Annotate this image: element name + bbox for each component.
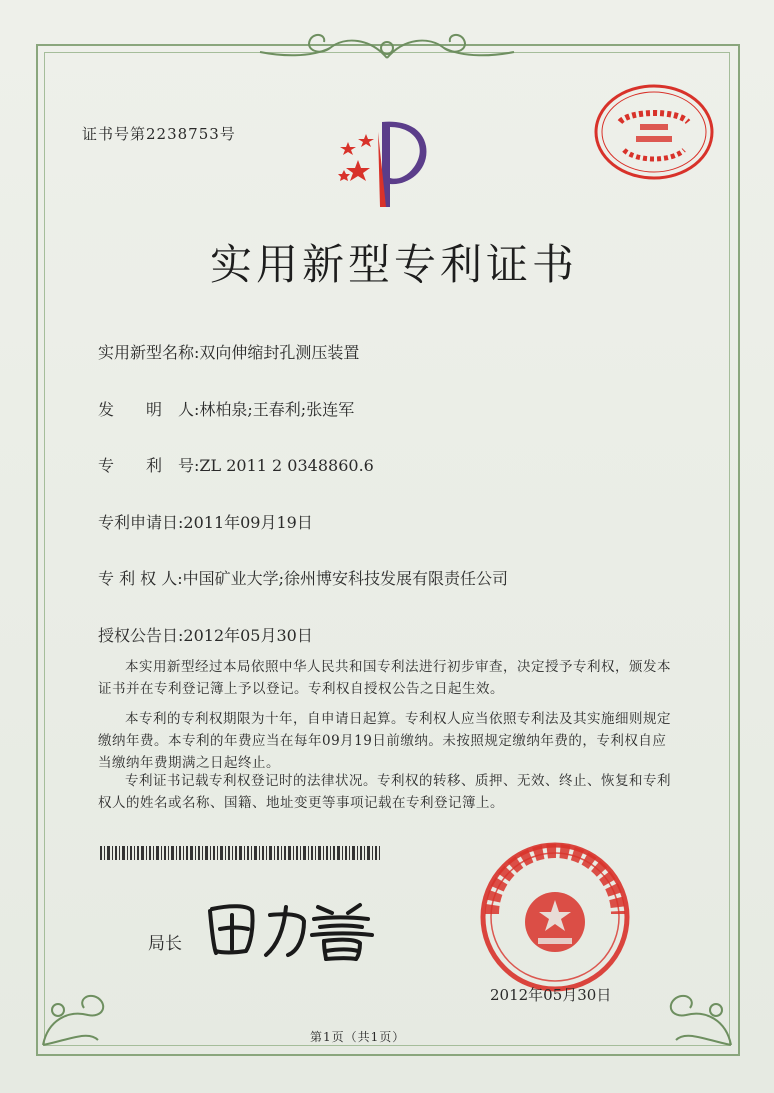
field-label: 专利申请日: bbox=[98, 513, 184, 532]
barcode bbox=[100, 846, 380, 860]
field-label: 授权公告日: bbox=[98, 626, 184, 645]
field-inventor bbox=[98, 397, 354, 420]
patent-office-logo-icon bbox=[330, 112, 440, 212]
field-value: 2011年09月19日 bbox=[183, 513, 313, 532]
certificate-number: 证书号第2238753号 bbox=[82, 125, 236, 143]
field-value: 林柏泉;王春利;张连军 bbox=[199, 400, 355, 419]
field-value: ZL 2011 2 0348860.6 bbox=[199, 456, 374, 475]
field-label: 专 利 号: bbox=[98, 456, 200, 475]
field-patent-number bbox=[98, 453, 374, 476]
bottom-right-ornament bbox=[646, 970, 736, 1050]
certificate-title: 实用新型专利证书 bbox=[210, 240, 579, 289]
top-ornament bbox=[250, 28, 524, 64]
paragraph-term-statement: 本专利的专利权期限为十年，自申请日起算。专利权人应当依照专利法及其实施细则规定缴纳年费。本专利的年费应当在每年09月19日前缴纳。未按照规定缴纳年费的，专利权自应当缴纳年费期满之日起终止。 bbox=[98, 711, 671, 771]
field-label: 发 明 人: bbox=[98, 400, 200, 419]
bottom-left-ornament bbox=[38, 970, 128, 1050]
director-signature bbox=[200, 893, 380, 963]
field-value: 双向伸缩封孔测压装置 bbox=[199, 343, 360, 362]
field-label: 专 利 权 人: bbox=[98, 569, 183, 588]
tax-stamp-seal bbox=[590, 82, 718, 182]
field-value: 中国矿业大学;徐州博安科技发展有限责任公司 bbox=[182, 569, 509, 588]
issue-date: 2012年05月30日 bbox=[490, 986, 612, 1004]
field-patentee bbox=[98, 566, 508, 589]
field-value: 2012年05月30日 bbox=[183, 626, 313, 645]
director-label: 局长 bbox=[148, 934, 182, 954]
field-label: 实用新型名称: bbox=[98, 343, 200, 362]
field-filing-date bbox=[98, 510, 313, 533]
paragraph-legal-status: 专利证书记载专利权登记时的法律状况。专利权的转移、质押、无效、终止、恢复和专利权人的姓名或名称、国籍、地址变更等事项记载在专利登记簿上。 bbox=[98, 773, 671, 811]
page-number: 第1页（共1页） bbox=[310, 1030, 406, 1044]
field-utility-model-name bbox=[98, 340, 359, 363]
national-ipa-seal bbox=[460, 842, 650, 992]
paragraph-grant-statement: 本实用新型经过本局依照中华人民共和国专利法进行初步审查，决定授予专利权，颁发本证书并在专利登记簿上予以登记。专利权自授权公告之日起生效。 bbox=[98, 659, 671, 697]
field-grant-date bbox=[98, 623, 313, 646]
